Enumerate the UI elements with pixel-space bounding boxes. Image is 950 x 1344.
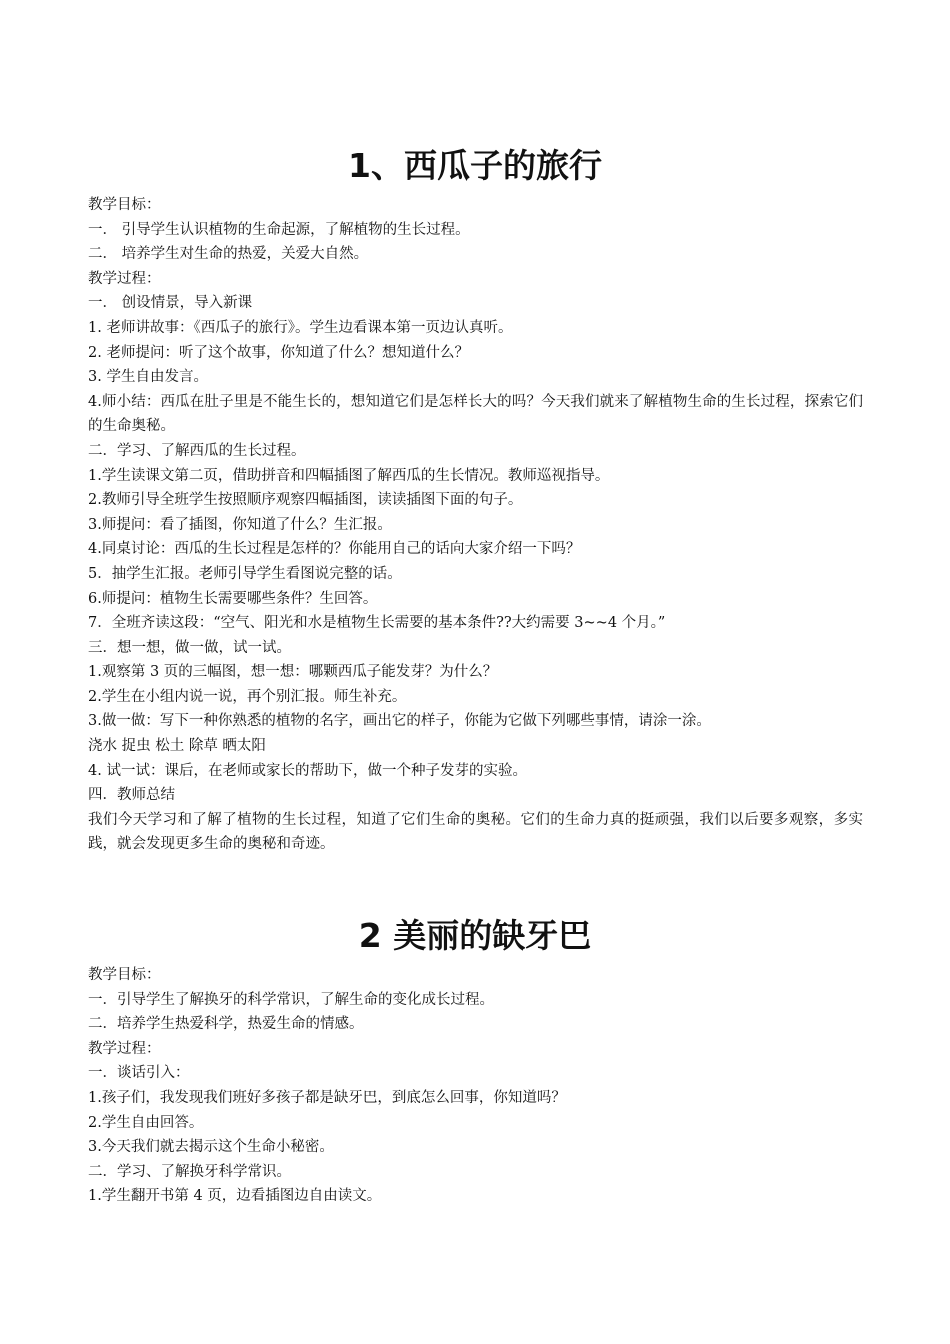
- list-item: 1. 老师讲故事：《西瓜子的旅行》。学生边看课本第一页边认真听。: [88, 319, 513, 336]
- lesson1-part3-heading: 三．想一想，做一做，试一试。: [88, 639, 291, 656]
- list-item: 6.师提问：植物生长需要哪些条件？生回答。: [88, 590, 378, 607]
- list-item: 1.学生翻开书第 4 页，边看插图边自由读文。: [88, 1188, 382, 1205]
- lesson1-goal-1: 一． 引导学生认识植物的生命起源，了解植物的生长过程。: [88, 221, 470, 238]
- list-item: 4. 试一试：课后，在老师或家长的帮助下，做一个种子发芽的实验。: [88, 762, 527, 779]
- list-item: 4.师小结：西瓜在肚子里是不能生长的，想知道它们是怎样长大的吗？今天我们就来了解植物生命的生长过程，探索它们的生命奥秘。: [88, 393, 863, 435]
- list-item: 2.学生在小组内说一说，再个别汇报。师生补充。: [88, 688, 407, 705]
- lesson1-process-heading: 教学过程：: [88, 270, 161, 287]
- lesson2-title: 2 美丽的缺牙巴: [358, 916, 592, 955]
- list-item: 1.学生读课文第二页，借助拼音和四幅插图了解西瓜的生长情况。教师巡视指导。: [88, 467, 610, 484]
- list-item: 浇水 捉虫 松土 除草 晒太阳: [88, 738, 266, 755]
- list-item: 3.做一做：写下一种你熟悉的植物的名字，画出它的样子，你能为它做下列哪些事情，请涂一涂。: [88, 713, 711, 730]
- lesson1-part2-heading: 二．学习、了解西瓜的生长过程。: [88, 442, 306, 459]
- lesson1-summary: 我们今天学习和了解了植物的生长过程，知道了它们生命的奥秘。它们的生命力真的挺顽强，我们以后要多观察，多实践，就会发现更多生命的奥秘和奇迹。: [88, 811, 863, 853]
- list-item: 3.师提问：看了插图，你知道了什么？生汇报。: [88, 516, 392, 533]
- lesson1-part1-heading: 一． 创设情景，导入新课: [88, 295, 253, 312]
- lesson2-goals-heading: 教学目标：: [88, 967, 161, 983]
- list-item: 2. 老师提问：听了这个故事，你知道了什么？想知道什么？: [88, 344, 469, 361]
- lesson1-part4-heading: 四．教师总结: [88, 787, 175, 804]
- list-item: 7．全班齐读这段：“空气、阳光和水是植物生长需要的基本条件??大约需要 3~~4 个月。”: [88, 615, 666, 632]
- list-item: 1.孩子们，我发现我们班好多孩子都是缺牙巴，到底怎么回事，你知道吗？: [88, 1089, 566, 1106]
- list-item: 1.观察第 3 页的三幅图，想一想：哪颗西瓜子能发芽？为什么？: [88, 664, 498, 681]
- lesson2-body: [88, 963, 863, 1209]
- lesson2-goal-2: 二．培养学生热爱科学，热爱生命的情感。: [88, 1016, 364, 1033]
- list-item: 3.今天我们就去揭示这个生命小秘密。: [88, 1139, 334, 1156]
- lesson2-part1-heading: 一．谈话引入：: [88, 1065, 190, 1082]
- lesson2-goal-1: 一．引导学生了解换牙的科学常识，了解生命的变化成长过程。: [88, 991, 494, 1008]
- lesson1-body: [88, 193, 863, 857]
- list-item: 2.学生自由回答。: [88, 1114, 204, 1131]
- lesson2-part2-heading: 二．学习、了解换牙科学常识。: [88, 1163, 291, 1180]
- lesson1-goal-2: 二． 培养学生对生命的热爱，关爱大自然。: [88, 246, 369, 263]
- list-item: 3. 学生自由发言。: [88, 369, 208, 386]
- list-item: 5．抽学生汇报。老师引导学生看图说完整的话。: [88, 565, 402, 582]
- lesson2-process-heading: 教学过程：: [88, 1040, 161, 1057]
- list-item: 2.教师引导全班学生按照顺序观察四幅插图，读读插图下面的句子。: [88, 492, 523, 509]
- lesson1-title: 1、西瓜子的旅行: [348, 146, 602, 185]
- list-item: 4.同桌讨论：西瓜的生长过程是怎样的？你能用自己的话向大家介绍一下吗？: [88, 541, 581, 558]
- lesson1-goals-heading: 教学目标：: [88, 197, 161, 213]
